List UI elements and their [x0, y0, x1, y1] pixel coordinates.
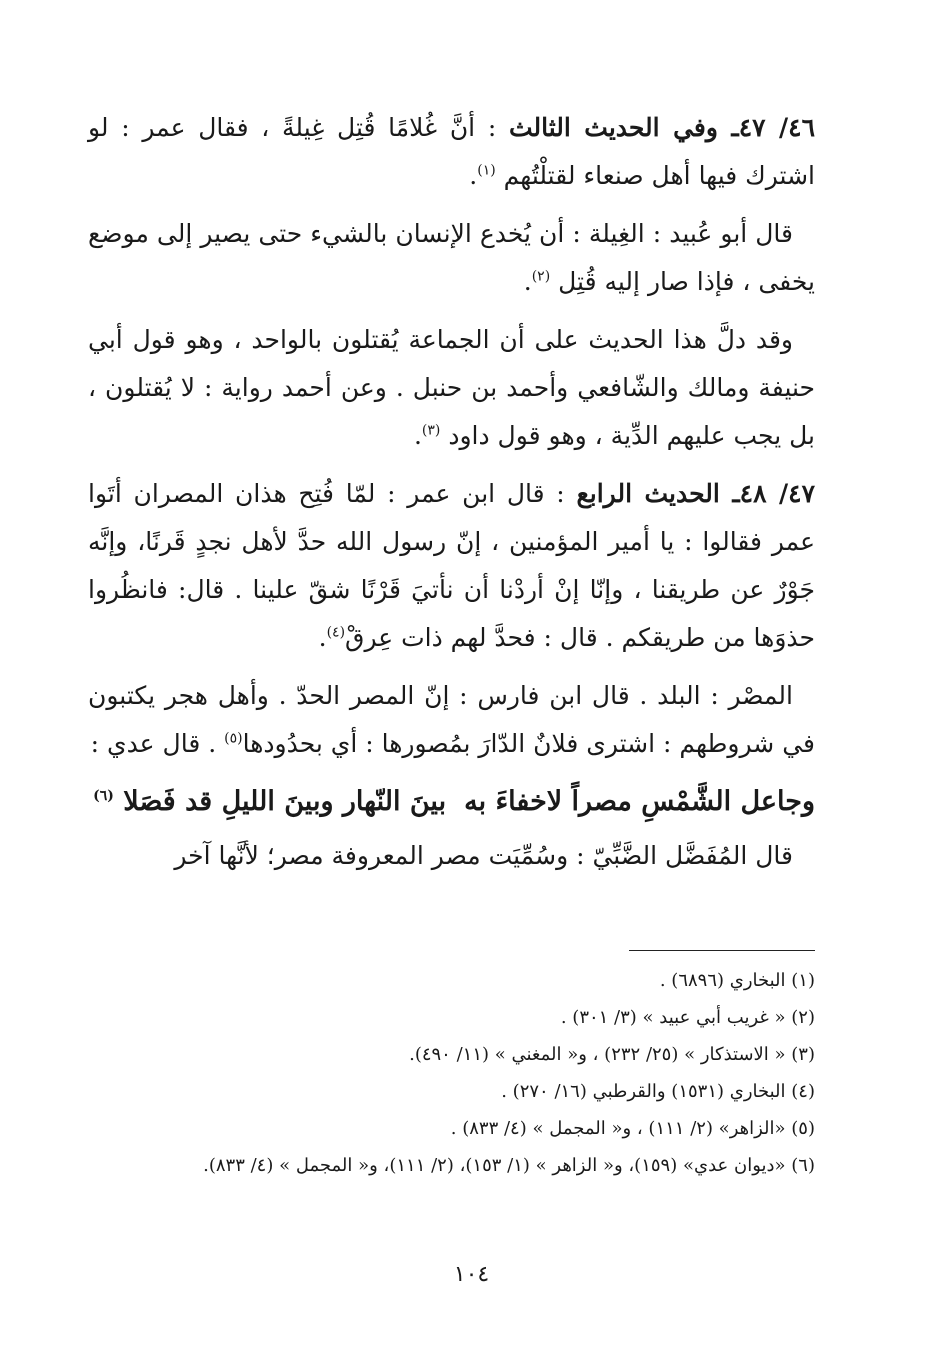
footnote-1: (١) البخاري (٦٨٩٦) .	[659, 970, 815, 991]
paragraph-mufaddal: قال المُفَضَّل الضَّبِّيّ : وسُمِّيَت مصر المعروفة مصر؛ لأنَّها آخر	[174, 841, 793, 870]
paragraph-text: : قال ابن عمر : لمّا فُتِح هذان المصران أتَوا عمر فقالوا : يا أمير المؤمنين ، إنّ رسول الله حدَّ لأهل نجدٍ قَرنًا، وإنَّه جَوْرٌ عن طريقنا ، وإنّا إنْ أردْنا أن نأتيَ قَرْنًا شقّ علينا . قال: فانظُروا حذوَها من طريقكم . قال : فحدَّ لهم ذات عِرقْ	[88, 479, 815, 652]
footnote-3: (٣) « الاستذكار » (٢٥/ ٢٣٢) ، و« المغني » (١١/ ٤٩٠).	[409, 1044, 815, 1065]
footnote-ref[interactable]: (٣)	[421, 422, 441, 439]
footnote-ref[interactable]: (١)	[477, 162, 496, 179]
paragraph-hadith-46-47	[88, 104, 815, 200]
paragraph-text: قال أبو عُبيد : الغِيلة : أن يُخدع الإنسان بالشيء حتى يصير إلى موضع يخفى ، فإذا صار إليه قُتِل	[88, 219, 815, 296]
hadith-heading: ٤٦/ ٤٧ـ وفي الحديث الثالث	[508, 113, 816, 142]
paragraph-jurisprudence	[88, 316, 815, 460]
paragraph-hadith-47-48	[88, 470, 815, 662]
paragraph-end: . قال عدي :	[90, 729, 217, 758]
footnote-5: (٥) «الزاهر» (٢/ ١١١) ، و« المجمل » (٤/ ٨٣٣) .	[450, 1118, 815, 1139]
verse-hemistich-1: وجاعل الشَّمْسِ مصراً لاخفاءَ به	[464, 786, 815, 817]
paragraph-end: .	[469, 161, 478, 190]
footnote-6: (٦) «ديوان عدي» (١٥٩)، و« الزاهر » (١/ ١٥٣)، (٢/ ١١١)، و« المجمل » (٤/ ٨٣٣).	[203, 1155, 815, 1176]
verse-hemistich-2: بينَ النّهار وبينَ الليلِ قد فَصَلا	[123, 786, 447, 817]
paragraph-misr	[88, 672, 815, 768]
footnote-ref[interactable]: (٤)	[326, 624, 346, 641]
hadith-heading: ٤٧/ ٤٨ـ الحديث الرابع	[576, 479, 815, 508]
footnote-2: (٢) « غريب أبي عبيد » (٣/ ٣٠١) .	[560, 1007, 815, 1028]
paragraph-abu-ubaid	[88, 210, 815, 306]
footnote-4: (٤) البخاري (١٥٣١) والقرطبي (١٦/ ٢٧٠) .	[501, 1081, 815, 1102]
footnotes	[88, 970, 815, 1192]
paragraph-end: .	[413, 421, 422, 450]
footnote-ref[interactable]: (٥)	[224, 730, 243, 747]
main-text	[88, 104, 815, 890]
poetry-verse: وجاعل الشَّمْسِ مصراً لاخفاءَ بهبينَ النّهار وبينَ الليلِ قد فَصَلا (٦)	[88, 778, 815, 826]
footnote-ref[interactable]: (٢)	[531, 268, 551, 285]
paragraph-text: وقد دلَّ هذا الحديث على أن الجماعة يُقتلون بالواحد ، وهو قول أبي حنيفة ومالك والشّافعي وأحمد بن حنبل . وعن أحمد رواية : لا يُقتلون ، بل يجب عليهم الدِّية ، وهو قول داود	[88, 325, 815, 450]
paragraph-text: : أنَّ غُلامًا قُتِل غِيلةً ، فقال عمر : لو اشترك فيها أهل صنعاء لقتلْتُهم	[88, 113, 815, 190]
paragraph-text: المصْر : البلد . قال ابن فارس : إنّ المصر الحدّ . وأهل هجر يكتبون في شروطهم : اشترى فلانٌ الدّارَ بمُصورها : أي بحدُودها	[88, 681, 815, 758]
paragraph-end: .	[318, 623, 327, 652]
footnote-separator	[629, 950, 815, 951]
paragraph-end: .	[523, 267, 532, 296]
page-number: ١٠٤	[453, 1262, 490, 1287]
